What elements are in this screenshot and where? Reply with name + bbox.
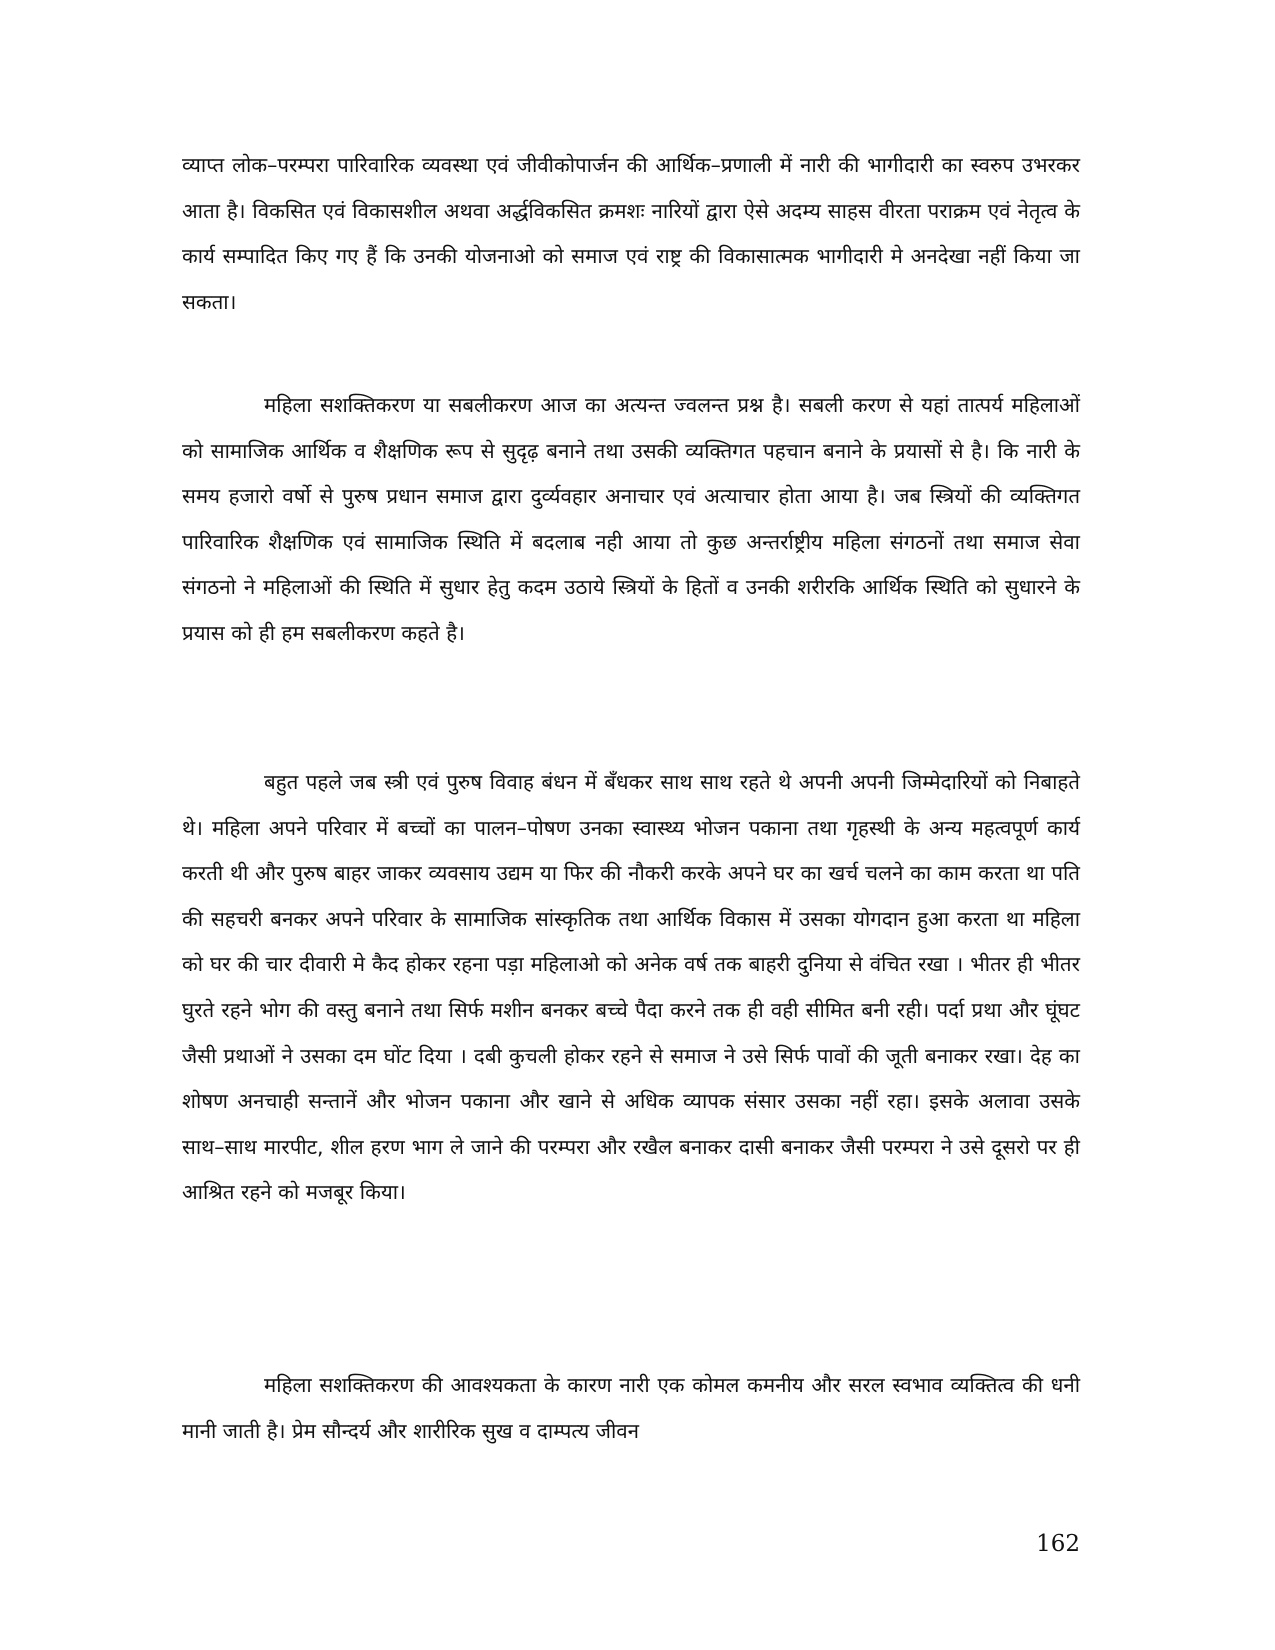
page-number: 162	[1036, 1531, 1080, 1557]
paragraph-2: महिला सशक्तिकरण या सबलीकरण आज का अत्यन्त ज्वलन्त प्रश्न है। सबली करण से यहां तात्पर्य महिलाओं को सामाजिक आर्थिक व शैक्षणिक रूप से सुदृढ़ बनाने तथा उसकी व्यक्तिगत पहचान बनाने के प्रयासों से है। कि नारी के समय हजारो वर्षो से पुरुष प्रधान समाज द्वारा दुर्व्यवहार अनाचार एवं अत्याचार होता आया है। जब स्त्रियों की व्यक्तिगत पारिवारिक शैक्षणिक एवं सामाजिक स्थिति में बदलाब नही आया तो कुछ अन्तर्राष्ट्रीय महिला संगठनों तथा समाज सेवा संगठनो ने महिलाओं की स्थिति में सुधार हेतु कदम उठाये स्त्रियों के हितों व उनकी शरीरकि आर्थिक स्थिति को सुधारने के प्रयास को ही हम सबलीकरण कहते है।	[182, 393, 1080, 645]
paragraph-3: बहुत पहले जब स्त्री एवं पुरुष विवाह बंधन में बँधकर साथ साथ रहते थे अपनी अपनी जिम्मेदारियों को निबाहते थे। महिला अपने परिवार में बच्चों का पालन–पोषण उनका स्वास्थ्य भोजन पकाना तथा गृहस्थी के अन्य महत्वपूर्ण कार्य करती थी और पुरुष बाहर जाकर व्यवसाय उद्यम या फिर की नौकरी करके अपने घर का खर्च चलने का काम करता था पति की सहचरी बनकर अपने परिवार के सामाजिक सांस्कृतिक तथा आर्थिक विकास में उसका योगदान हुआ करता था महिला को घर की चार दीवारी मे कैद होकर रहना पड़ा महिलाओ को अनेक वर्ष तक बाहरी दुनिया से वंचित रखा । भीतर ही भीतर घुरते रहने भोग की वस्तु बनाने तथा सिर्फ मशीन बनकर बच्चे पैदा करने तक ही वही सीमित बनी रही। पर्दा प्रथा और घूंघट जैसी प्रथाओं ने उसका दम घोंट दिया । दबी कुचली होकर रहने से समाज ने उसे सिर्फ पावों की जूती बनाकर रखा। देह का शोषण अनचाही सन्तानें और भोजन पकाना और खाने से अधिक व्यापक संसार उसका नहीं रहा। इसके अलावा उसके साथ–साथ मारपीट, शील हरण भाग ले जाने की परम्परा और रखैल बनाकर दासी बनाकर जैसी परम्परा ने उसे दूसरो पर ही आश्रित रहने को मजबूर किया।	[182, 770, 1080, 1205]
paragraph-1: व्याप्त लोक–परम्परा पारिवारिक व्यवस्था एवं जीवीकोपार्जन की आर्थिक–प्रणाली में नारी की भागीदारी का स्वरुप उभरकर आता है। विकसित एवं विकासशील अथवा अर्द्धविकसित क्रमशः नारियों द्वारा ऐसे अदम्य साहस वीरता पराक्रम एवं नेतृत्व के कार्य सम्पादित किए गए हैं कि उनकी योजनाओ को समाज एवं राष्ट्र की विकासात्मक भागीदारी मे अनदेखा नहीं किया जा सकता।	[182, 153, 1080, 314]
paragraph-4: महिला सशक्तिकरण की आवश्यकता के कारण नारी एक कोमल कमनीय और सरल स्वभाव व्यक्तित्व की धनी मानी जाती है। प्रेम सौन्दर्य और शारीरिक सुख व दाम्पत्य जीवन	[182, 1373, 1080, 1443]
